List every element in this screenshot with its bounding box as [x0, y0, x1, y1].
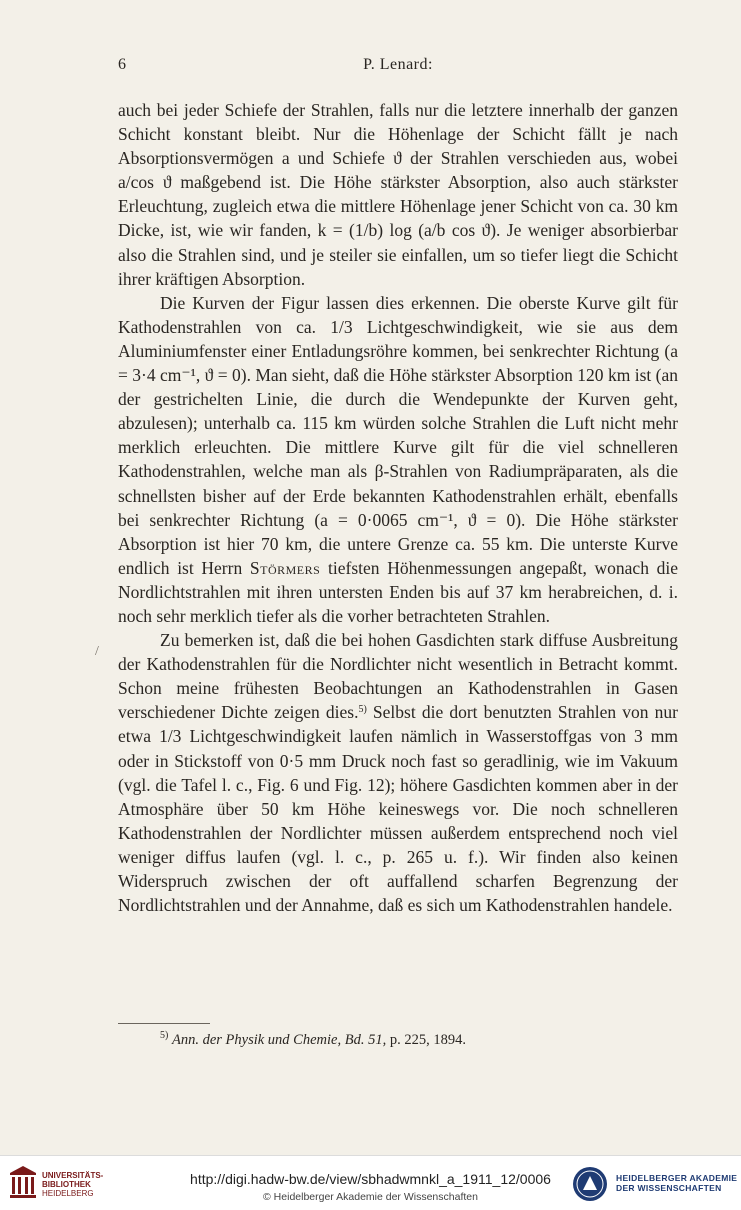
- paragraph-3-a: Zu bemerken ist, daß die bei hohen Gasdichten stark diffuse Ausbreitung der Kathodenstrahlen für die Nordlichter nicht wesentlich in Betracht kommt. Schon meine frühesten Beobachtungen an Kathodenstrahlen in Gasen verschiedener Dichte zeigen dies.: [118, 630, 678, 723]
- academy-line-1: HEIDELBERGER AKADEMIE: [616, 1173, 738, 1183]
- page-header: [118, 56, 678, 78]
- running-head: P. Lenard:: [363, 56, 433, 73]
- academy-seal-icon[interactable]: [572, 1166, 608, 1202]
- permalink-url[interactable]: http://digi.hadw-bw.de/view/sbhadwmnkl_a_1911_12/0006: [190, 1171, 551, 1187]
- body-text: [118, 98, 678, 917]
- paragraph-2-text: Die Kurven der Figur lassen dies erkennen. Die oberste Kurve gilt für Kathodenstrahlen von ca. 1/3 Lichtgeschwindigkeit, wie sie aus dem Aluminiumfenster einer Entladungsröhre kommen, bei senkrechter Richtung (a = 3·4 cm⁻¹, ϑ = 0). Man sieht, daß die Höhe stärkster Absorption 120 km ist (an der gestrichelten Linie, die durch die Wendepunkte der Kurven geht, abzulesen); unterhalb ca. 115 km würden solche Strahlen die Luft nicht mehr merklich erleuchten. Die mittlere Kurve gilt für die viel schnelleren Kathodenstrahlen, welche man als β-Strahlen von Radiumpräparaten, als die schnellsten bisher auf der Erde bekannten Kathodenstrahlen erhält, ebenfalls bei senkrechter Richtung (a = 0·0065 cm⁻¹, ϑ = 0). Die Höhe stärkster Absorption ist hier 70 km, die untere Grenze ca. 55 km. Die unterste Kurve endlich ist Herrn: [118, 292, 678, 578]
- academy-line-2: DER WISSENSCHAFTEN: [616, 1183, 722, 1193]
- paragraph-1: auch bei jeder Schiefe der Strahlen, falls nur die letztere innerhalb der ganzen Schicht konstant bleibt. Nur die Höhenlage der Schicht fällt je nach Absorptionsvermögen a und Schiefe ϑ der Strahlen verschieden aus, wobei a/cos ϑ maßgebend ist. Die Höhe stärkster Absorption, also auch stärkster Erleuchtung, zugleich etwa die mittlere Höhenlage jener Schicht von ca. 30 km Dicke, ist, wie wir fanden, k = (1/b) log (a/b cos ϑ). Je weniger absorbierbar also die Strahlen sind, und je steiler sie einfallen, um so tiefer liegt die Schicht ihrer kräftigen Absorption.: [118, 100, 678, 289]
- fraction: 1/3: [159, 726, 182, 747]
- footnote-source: Ann. der Physik und Chemie, Bd. 51,: [171, 1032, 387, 1048]
- footnote-rest: p. 225, 1894.: [386, 1032, 466, 1048]
- library-line-3: HEIDELBERG: [42, 1189, 94, 1198]
- paragraph-2: [118, 291, 678, 628]
- author-name: Störmers: [249, 557, 321, 578]
- viewer-footer: [0, 1155, 741, 1210]
- page-number: 6: [118, 56, 126, 73]
- copyright-notice: © Heidelberger Akademie der Wissenschaften: [263, 1191, 478, 1203]
- paragraph-3-b: Selbst die dort benutzten Strahlen von nur etwa: [118, 702, 679, 747]
- margin-mark: /: [95, 644, 99, 659]
- footnote-marker: 5): [160, 1030, 169, 1041]
- footnote-ref[interactable]: 5): [358, 704, 367, 716]
- library-line-2: BIBLIOTHEK: [42, 1180, 91, 1189]
- paragraph-2-tail: tiefsten Höhenmessungen angepaßt, wonach die Nordlichtstrahlen mit ihren untersten Enden bis auf 37 km herabreichen, d. i. noch sehr merklich tiefer als die vorher betrachteten Strahlen.: [118, 557, 679, 626]
- footnote: [160, 1030, 660, 1050]
- paragraph-3-c: Lichtgeschwindigkeit laufen nämlich in Wasserstoffgas von 3 mm oder in Stickstoff von 0·5 mm Druck noch fast so geradlinig, wie im Vakuum (vgl. die Tafel l. c., Fig. 6 und Fig. 12); höhere Gasdichten kommen aber in der Atmosphäre über 50 km Höhe keineswegs vor. Die noch schnelleren Kathodenstrahlen der Nordlichter müssen außerdem entsprechend noch viel weniger diffus laufen (vgl. l. c., p. 265 u. f.). Wir finden also keinen Widerspruch zwischen der oft auffallend scharfen Begrenzung der Nordlichtstrahlen und der Annahme, daß es sich um Kathodenstrahlen handele.: [118, 726, 678, 916]
- academy-name: [616, 1173, 737, 1193]
- library-line-1: UNIVERSITÄTS-: [42, 1171, 104, 1180]
- footnote-rule: [118, 1023, 210, 1024]
- paragraph-3: [118, 628, 678, 917]
